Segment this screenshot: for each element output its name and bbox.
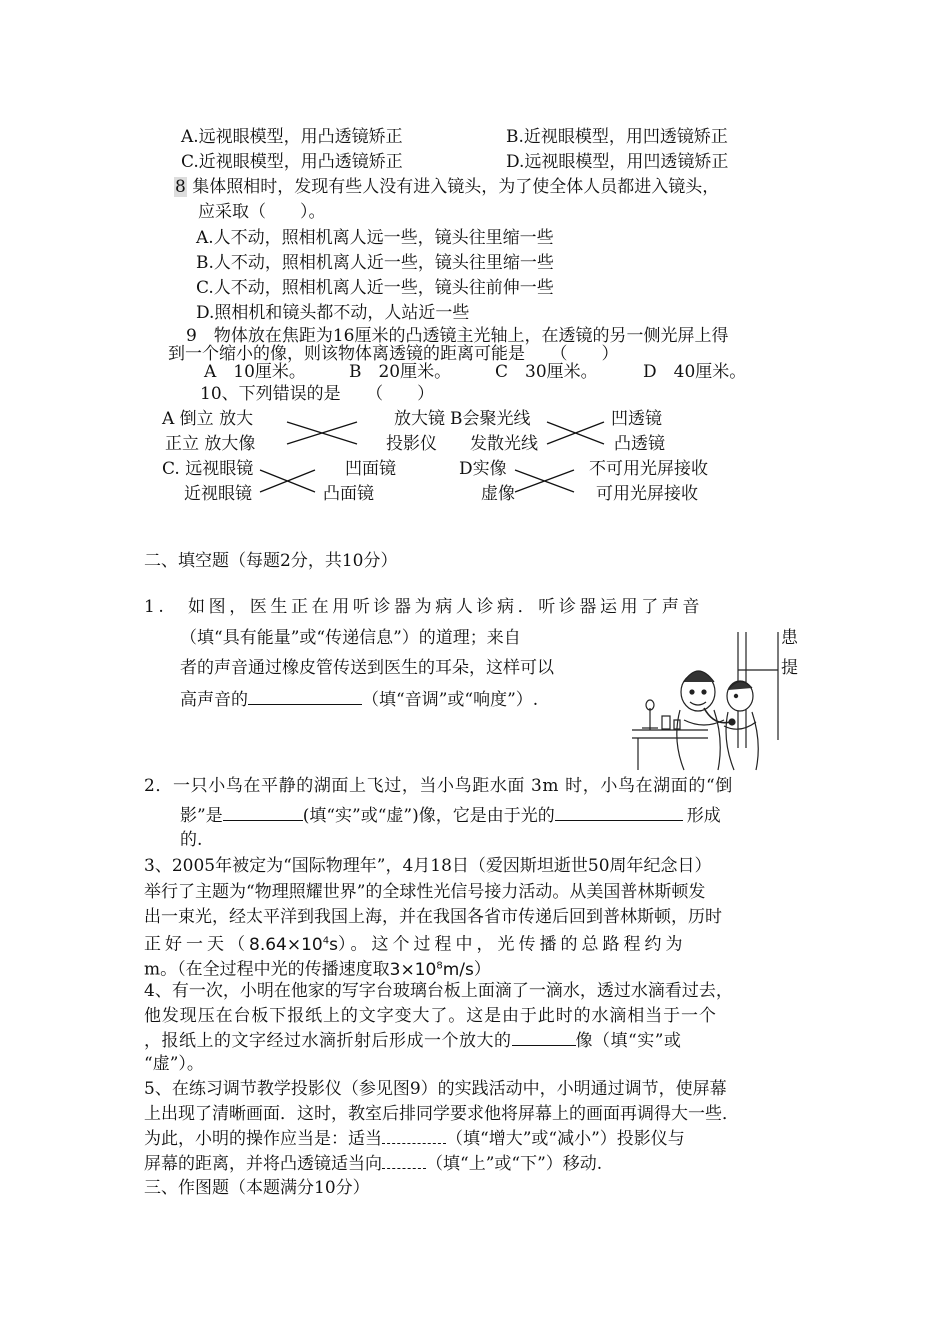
fill-q1-line2-left: （填“具有能量”或“传递信息”）的道理；来自: [180, 628, 521, 648]
fill-q5-line3-text: 为此，小明的操作应当是：适当: [144, 1129, 382, 1149]
q8-option-d: D.照相机和镜头都不动，人站近一些: [196, 303, 470, 323]
fill-q3-line2: 举行了主题为“物理照耀世界”的全球性光信号接力活动。从美国普林斯顿发: [144, 882, 706, 902]
fill-q5-blank-1[interactable]: [382, 1129, 446, 1144]
section3-title: 三、作图题（本题满分10分）: [144, 1178, 370, 1198]
q8-option-c: C.人不动，照相机离人近一些，镜头往前伸一些: [196, 278, 554, 298]
section2-title: 二、填空题（每题2分，共10分）: [144, 551, 398, 571]
q10-a-right1: 放大镜: [394, 409, 445, 429]
q10-d-right1: 不可用光屏接收: [589, 459, 708, 479]
fill-q1-line4: [180, 688, 538, 711]
fill-q5-line4: [144, 1153, 602, 1175]
fill-q4-line1: 4、有一次，小明在他家的写字台玻璃台板上面滴了一滴水，透过水滴看过去，: [144, 981, 733, 1001]
fill-q2-line2-tail: 形成: [686, 806, 721, 826]
q9-stem-line1: 9 物体放在焦距为16厘米的凸透镜主光轴上，在透镜的另一侧光屏上得: [186, 326, 729, 346]
q9-option-a: A 10厘米。: [204, 362, 306, 382]
fill-q2-line1: 2．一只小鸟在平静的湖面上飞过，当小鸟距水面 3m 时，小鸟在湖面的“倒: [144, 776, 733, 796]
fill-q5-line4-tail: （填“上”或“下”）移动.: [426, 1154, 603, 1174]
fill-q4-line2: 他发现压在台板下报纸上的文字变大了。这是由于此时的水滴相当于一个: [144, 1006, 717, 1026]
fill-q3-line5-text: m。（在全过程中光的传播速度取: [144, 959, 390, 980]
q10-b-right1: 凹透镜: [611, 409, 662, 429]
fill-q1-line4-tail: （填“音调”或“响度”）.: [362, 690, 539, 710]
doctor-stethoscope-illustration: [628, 630, 800, 780]
fill-q5-blank-2[interactable]: [382, 1154, 426, 1169]
fill-q4-line3-text: ，报纸上的文字经过水滴折射后形成一个放大的: [144, 1031, 512, 1051]
fill-q5-line1: 5、在练习调节教学投影仪（参见图9）的实践活动中，小明通过调节，使屏幕: [144, 1079, 727, 1099]
fill-q5-line4-text: 屏幕的距离，并将凸透镜适当向: [144, 1154, 382, 1174]
fill-q3-line4-text: 正好一天（: [144, 934, 249, 955]
q8-number: 8: [175, 177, 186, 197]
q10-a-left2: 正立 放大像: [165, 434, 256, 454]
q10-d-left2: 虚像: [481, 484, 515, 504]
q9-option-b: B 20厘米。: [349, 362, 452, 382]
fill-q1-line3-left: 者的声音通过橡皮管传送到医生的耳朵，这样可以: [180, 658, 554, 678]
q10-a-left1: A 倒立 放大: [162, 409, 254, 429]
fill-q3-line5: [144, 955, 491, 981]
fill-q1-line4-text: 高声音的: [180, 690, 248, 710]
q10-d-left1: D实像: [459, 459, 507, 479]
fill-q3-line4-tail: ）。这个过程中，光传播的总路程约为: [337, 934, 687, 955]
q8-option-b: B.人不动，照相机离人近一些，镜头往里缩一些: [196, 253, 554, 273]
q7-option-c: C.近视眼模型，用凸透镜矫正: [181, 152, 403, 172]
fill-q5-line3-tail: （填“增大”或“减小”）投影仪与: [446, 1129, 685, 1149]
fill-q2-line2: [180, 804, 721, 827]
q10-a-right2: 投影仪: [386, 434, 437, 454]
q10-c-right1: 凹面镜: [345, 459, 396, 479]
fill-q5-line2: 上出现了清晰画面．这时，教室后排同学要求他将屏幕上的画面再调得大一些．: [144, 1104, 739, 1124]
q7-option-d: D.远视眼模型，用凹透镜矫正: [506, 152, 729, 172]
q7-option-b: B.近视眼模型，用凹透镜矫正: [506, 127, 728, 147]
fill-q1-blank[interactable]: [248, 688, 362, 705]
fill-q4-line3-tail: 像（填“实”或: [575, 1031, 682, 1051]
fill-q3-line3: 出一束光，经太平洋到我国上海，并在我国各省市传递后回到普林斯顿，历时: [144, 907, 722, 927]
fill-q4-blank[interactable]: [512, 1029, 576, 1046]
fill-q4-line4: “虚”）。: [144, 1054, 204, 1074]
fill-q3-speed-value: $3\times 10^8m/s$: [389, 959, 474, 980]
fill-q2-line3: 的.: [180, 830, 203, 850]
q7-option-a: A.远视眼模型，用凸透镜矫正: [181, 127, 403, 147]
q9-stem-line2: 到一个缩小的像，则该物体离透镜的距离可能是 （ ）: [168, 344, 619, 364]
q10-cross-lines: [0, 0, 950, 520]
fill-q2-blank-1[interactable]: [223, 804, 303, 821]
q10-b-left2: 发散光线: [470, 434, 538, 454]
fill-q1-line3-right: 提: [781, 658, 798, 678]
fill-q2-blank-2[interactable]: [555, 804, 683, 821]
q10-c-left2: 近视眼镜: [184, 484, 252, 504]
fill-q3-line5-tail: ）: [473, 959, 491, 980]
fill-q3-line1: 3、2005年被定为“国际物理年”，4月18日（爱因斯坦逝世50周年纪念日）: [144, 856, 712, 876]
fill-q1-line2-right: 患: [781, 628, 798, 648]
q10-b-right2: 凸透镜: [614, 434, 665, 454]
fill-q3-line4: [144, 930, 686, 956]
fill-q4-line3: [144, 1029, 681, 1052]
fill-q2-line2-mid: (填“实”或“虚”)像，它是由于光的: [302, 806, 555, 826]
q8-option-a: A.人不动，照相机离人远一些，镜头往里缩一些: [196, 228, 554, 248]
q10-d-right2: 可用光屏接收: [596, 484, 698, 504]
fill-q1-line1: 1. 如图，医生正在用听诊器为病人诊病．听诊器运用了声音: [144, 597, 704, 617]
q8-stem-line2: 应采取（ ）。: [198, 202, 326, 222]
q8-stem-text: 集体照相时，发现有些人没有进入镜头，为了使全体人员都进入镜头，: [192, 177, 720, 197]
q10-c-left1: C. 远视眼镜: [162, 459, 254, 479]
fill-q2-line2-text: 影”是: [180, 806, 223, 826]
q10-stem: 10、下列错误的是 （ ）: [200, 384, 435, 404]
fill-q3-time-value: $8.64\times 10^4s$: [249, 934, 338, 955]
fill-q5-line3: [144, 1128, 685, 1150]
q9-option-c: C 30厘米。: [495, 362, 598, 382]
q9-option-d: D 40厘米。: [643, 362, 747, 382]
q10-c-right2: 凸面镜: [323, 484, 374, 504]
q10-b-left1: B会聚光线: [450, 409, 531, 429]
